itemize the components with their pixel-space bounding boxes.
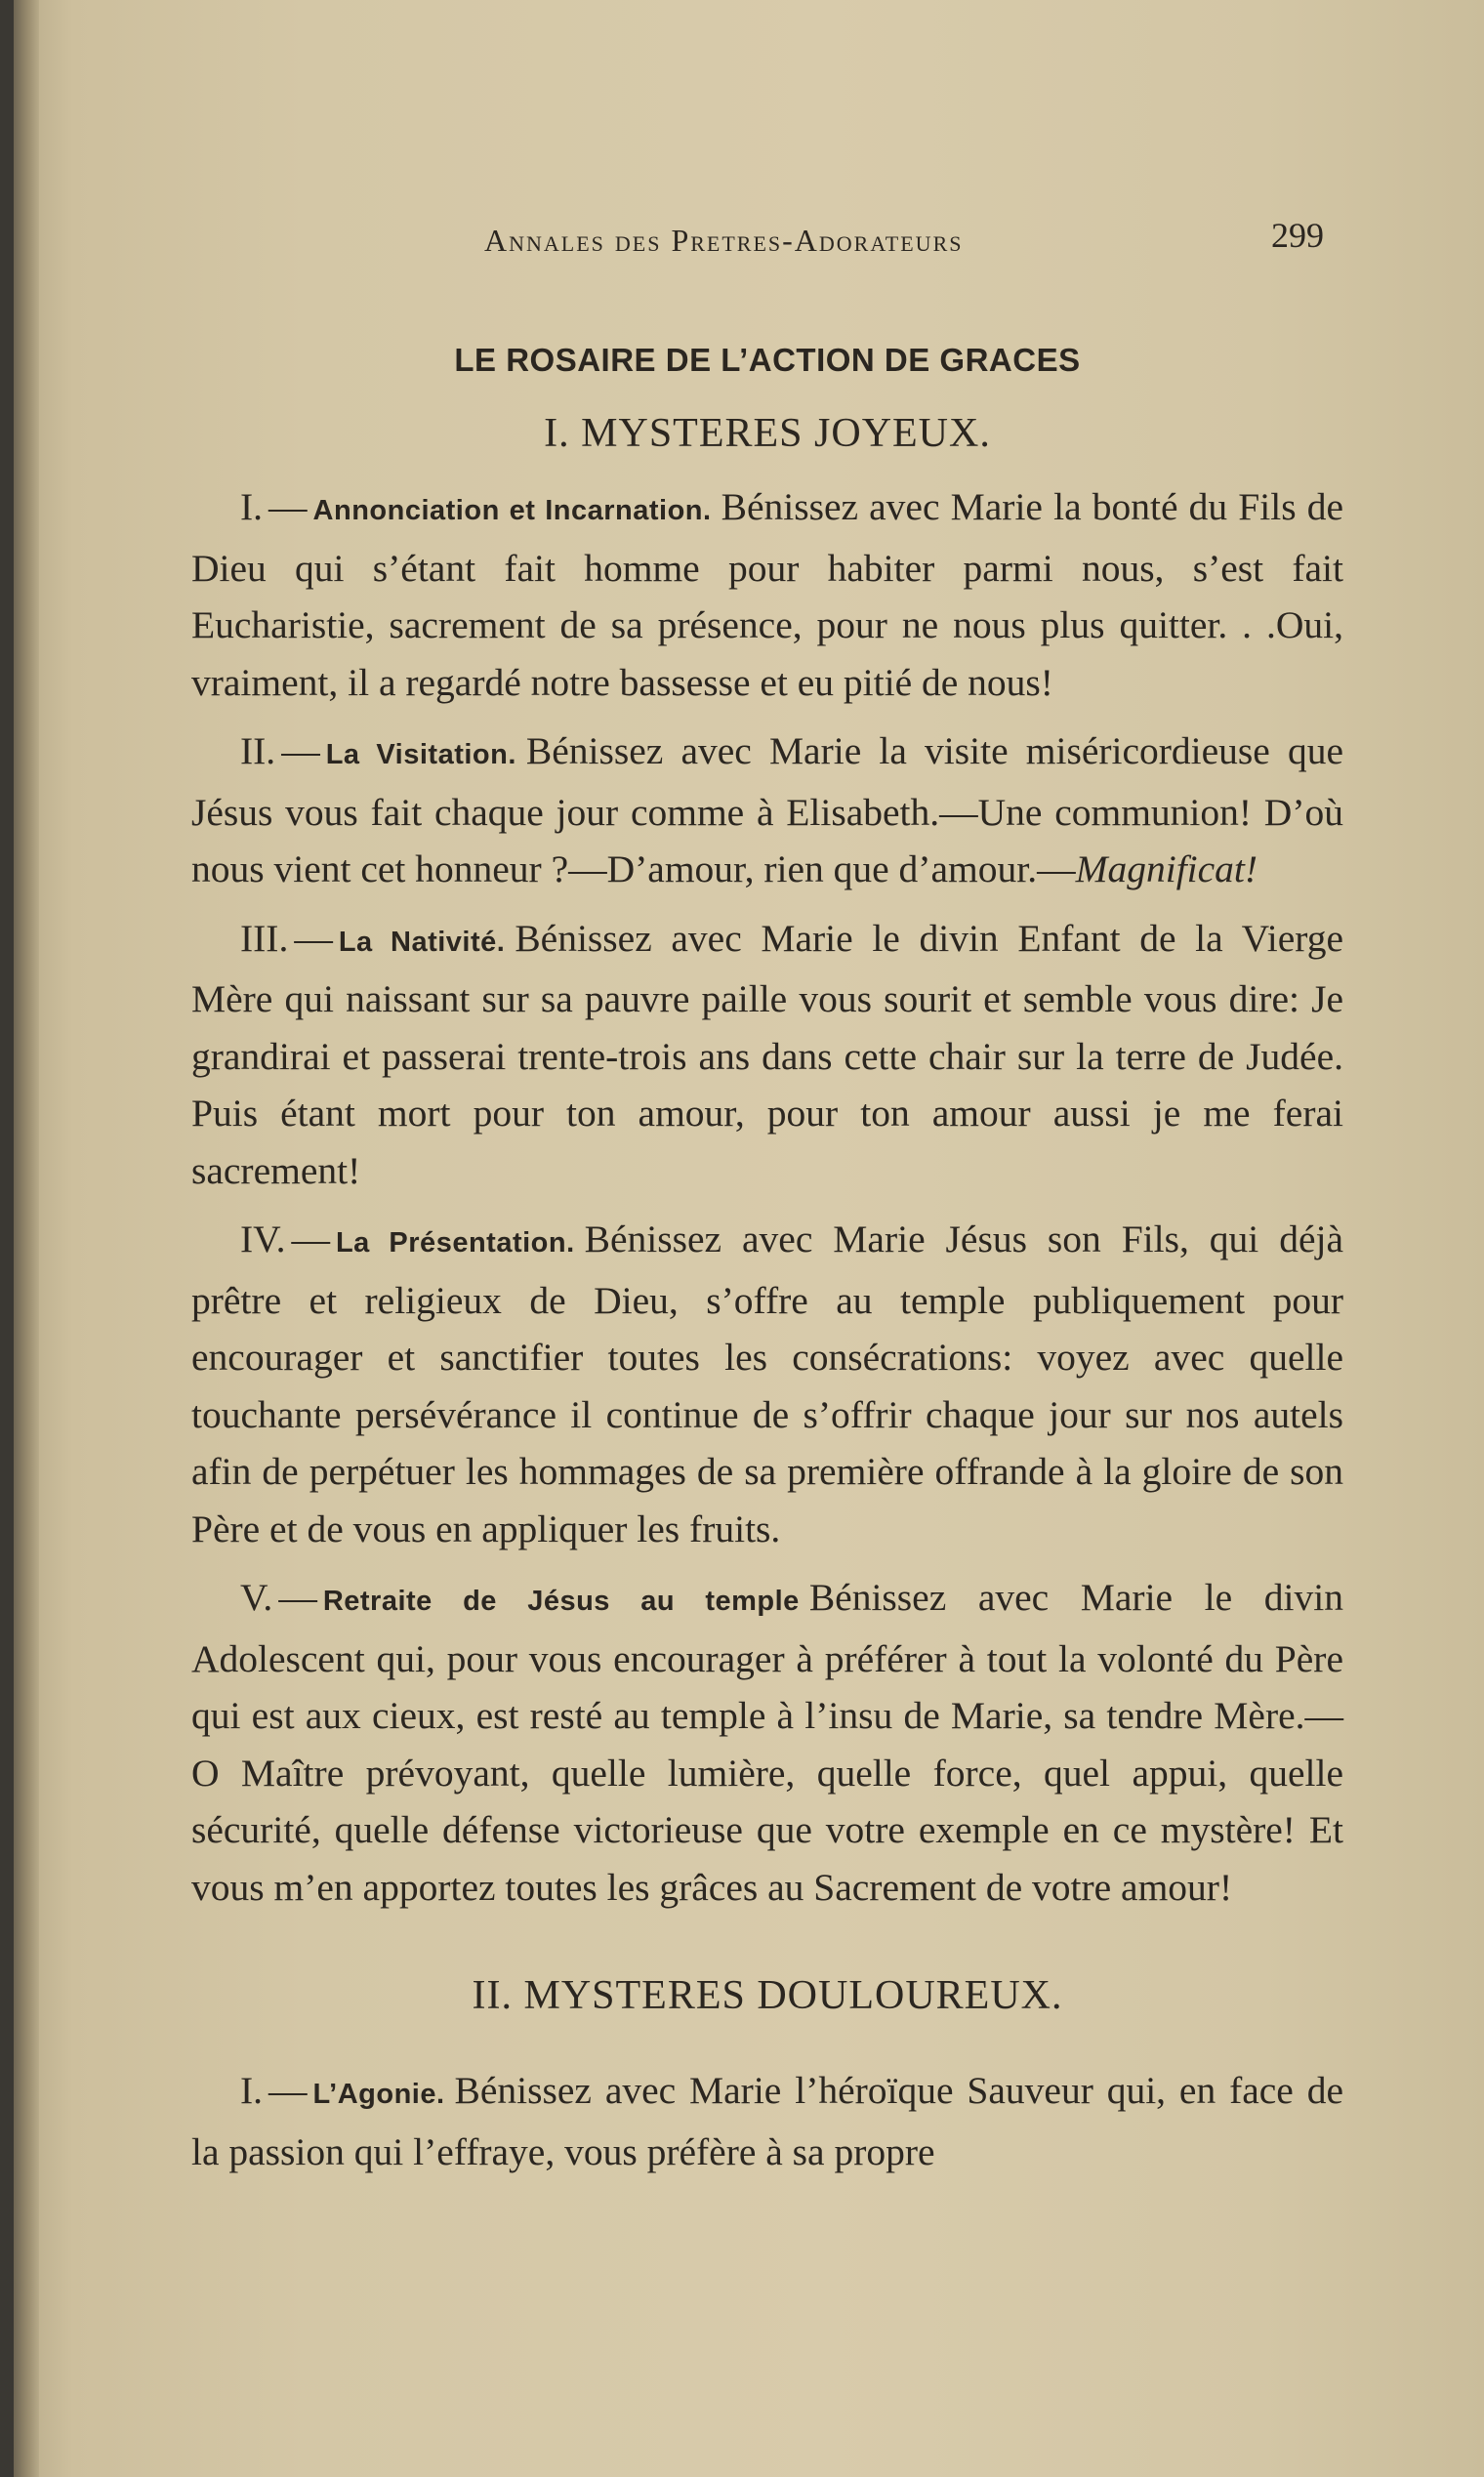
page-number: 299 bbox=[1271, 216, 1324, 255]
running-header bbox=[191, 215, 1343, 273]
mystery-name: La Visitation. bbox=[325, 739, 516, 770]
mystery-finding-in-temple bbox=[191, 1569, 1343, 1916]
mystery-name: Retraite de Jésus au temple bbox=[322, 1586, 800, 1617]
mystery-name: L’Agonie. bbox=[312, 2079, 445, 2110]
section-heading-joyful: I. MYSTERES JOYEUX. bbox=[544, 411, 991, 456]
mystery-text: Bénissez avec Marie le divin Adolescent qui, pour vous encourager à préférer à tout la volonté du Père qui est aux cieux, est resté au temple à l’insu de Marie, sa tendre Mère.—O Maître prévoyant, quelle lumière, quelle force, quel appui, quelle sécurité, quelle défense victorieuse que votre exemple en ce mystère! Et vous m’en apportez toutes les grâces au Sacrement de votre amour! bbox=[191, 1576, 1343, 1909]
mystery-text: Bénissez avec Marie la visite miséricordieuse que Jésus vous fait chaque jour comme à Elisabeth.—Une communion! D’où nous vient cet honneur ?—D’amour, rien que d’amour.— bbox=[191, 729, 1343, 890]
mystery-numeral: V. bbox=[240, 1576, 273, 1619]
em-dash: — bbox=[268, 2069, 308, 2112]
rosary-title: LE ROSAIRE DE L’ACTION DE GRACES bbox=[454, 342, 1081, 378]
em-dash: — bbox=[294, 916, 333, 960]
mystery-name: Annonciation et Incarnation. bbox=[312, 495, 712, 526]
running-title: Annales des Pretres-Adorateurs bbox=[484, 223, 964, 258]
section-heading-sorrowful: II. MYSTERES DOULOUREUX. bbox=[472, 1973, 1063, 2018]
book-spine bbox=[14, 0, 39, 2477]
mystery-name: La Présentation. bbox=[335, 1227, 575, 1259]
mystery-numeral: I. bbox=[240, 485, 264, 528]
mystery-text: Bénissez avec Marie la bonté du Fils de Dieu qui s’étant fait homme pour habiter parmi nous, s’est fait Eucharistie, sacrement de sa présence, pour ne nous plus quitter. . .Oui, vraiment, il a regardé notre bassesse et eu pitié de nous! bbox=[191, 485, 1344, 704]
mystery-agony bbox=[191, 2062, 1343, 2180]
mystery-numeral: III. bbox=[240, 916, 289, 960]
em-dash: — bbox=[268, 485, 308, 528]
em-dash: — bbox=[281, 729, 320, 772]
mystery-numeral: II. bbox=[240, 729, 276, 772]
mystery-text: Bénissez avec Marie le divin Enfant de la Vierge Mère qui naissant sur sa pauvre paille vous sourit et semble vous dire: Je grandirai et passerai trente-trois ans dans cette chair sur la terre de Judée. Puis étant mort pour ton amour, pour ton amour aussi je me ferai sacrement! bbox=[191, 916, 1343, 1192]
em-dash: — bbox=[291, 1218, 330, 1260]
mystery-presentation bbox=[191, 1211, 1343, 1557]
mystery-text: Bénissez avec Marie l’héroïque Sauveur qui, en face de la passion qui l’effraye, vous préfère à sa propre bbox=[191, 2069, 1343, 2173]
em-dash: — bbox=[278, 1576, 317, 1619]
book-page bbox=[14, 0, 1484, 2477]
mystery-annunciation bbox=[191, 478, 1343, 711]
mystery-numeral: I. bbox=[240, 2069, 264, 2112]
mystery-numeral: IV. bbox=[240, 1218, 286, 1260]
text-block bbox=[191, 215, 1343, 2192]
mystery-name: La Nativité. bbox=[338, 926, 506, 958]
mystery-nativity bbox=[191, 910, 1343, 1200]
mystery-visitation bbox=[191, 722, 1343, 898]
mystery-italic-tail: Magnificat! bbox=[1075, 847, 1258, 890]
mystery-text: Bénissez avec Marie Jésus son Fils, qui déjà prêtre et religieux de Dieu, s’offre au temple publiquement pour encourager et sanctifier toutes les consécrations: voyez avec quelle touchante persévérance il continue de s’offrir chaque jour sur nos autels afin de perpétuer les hommages de sa première offrande à la gloire de son Père et de vous en appliquer les fruits. bbox=[191, 1218, 1343, 1550]
